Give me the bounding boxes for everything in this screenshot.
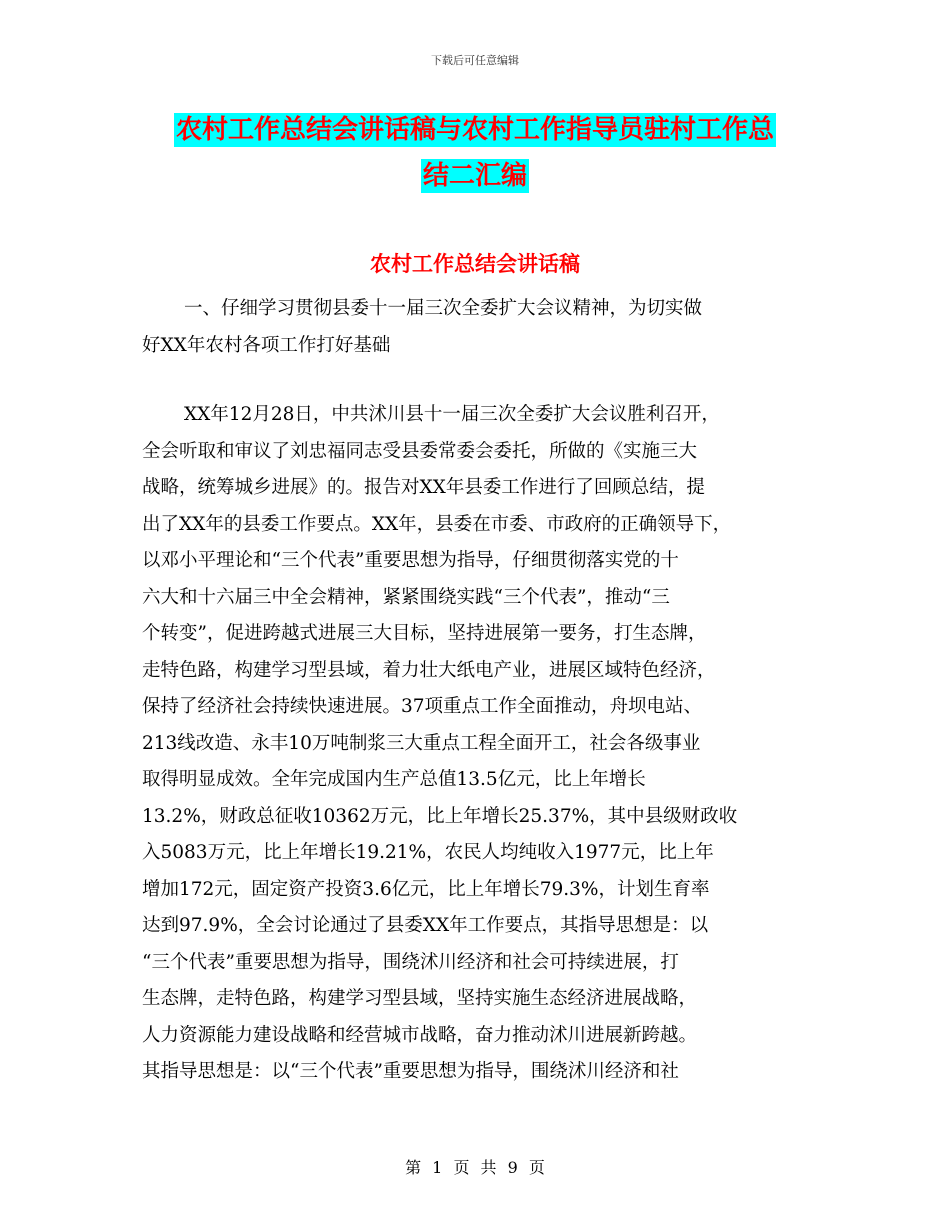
paragraph-line: 保持了经济社会持续快速进展。37项重点工作全面推动，舟坝电站、	[142, 696, 703, 717]
paragraph-line: 其指导思想是：以“三个代表”重要思想为指导，围绕沭川经济和社	[142, 1061, 679, 1082]
paragraph-line: 人力资源能力建设战略和经营城市战略，奋力推动沭川进展新跨越。	[142, 1024, 698, 1046]
section-title: 农村工作总结会讲话稿	[370, 252, 580, 276]
paragraph-line: 六大和十六届三中全会精神，紧紧围绕实践“三个代表”，推动“三	[142, 586, 670, 608]
paragraph-line: 以邓小平理论和“三个代表”重要思想为指导，仔细贯彻落实党的十	[142, 550, 679, 571]
paragraph-line: 个转变”，促进跨越式进展三大目标，坚持进展第一要务，打生态牌，	[142, 623, 707, 644]
heading-line: 好XX年农村各项工作打好基础	[142, 334, 391, 356]
paragraph-line: 取得明显成效。全年完成国内生产总值13.5亿元，比上年增长	[142, 769, 646, 790]
paragraph-line: 213线改造、永丰10万吨制浆三大重点工程全面开工，社会各级事业	[142, 732, 701, 754]
page-number: 第 1 页 共 9 页	[405, 1158, 545, 1177]
paragraph-line: 走特色路，构建学习型县域，着力壮大纸电产业，进展区域特色经济，	[142, 659, 716, 681]
paragraph-line: 增加172元，固定资产投资3.6亿元，比上年增长79.3%，计划生育率	[142, 878, 710, 900]
paragraph-line: XX年12月28日，中共沭川县十一届三次全委扩大会议胜利召开，	[184, 404, 720, 425]
body-paragraph	[142, 397, 812, 1091]
paragraph-line: 战略，统筹城乡进展》的。报告对XX年县委工作进行了回顾总结，提	[142, 477, 705, 498]
document-title-text-2: 结二汇编	[422, 161, 527, 191]
heading-line: 一、仔细学习贯彻县委十一届三次全委扩大会议精神，为切实做	[184, 298, 703, 319]
paragraph-line: 全会听取和审议了刘忠福同志受县委常委会委托，所做的《实施三大	[142, 440, 698, 462]
document-title-line-2	[0, 158, 950, 194]
paragraph-line: “三个代表”重要思想为指导，围绕沭川经济和社会可持续进展，打	[142, 951, 679, 973]
paragraph-line: 入5083万元，比上年增长19.21%，农民人均纯收入1977元，比上年	[142, 842, 714, 863]
paragraph-line: 13.2%，财政总征收10362万元，比上年增长25.37%，其中县级财政收	[142, 805, 738, 827]
section-heading	[142, 291, 812, 364]
paragraph-line: 达到97.9%，全会讨论通过了县委XX年工作要点，其指导思想是：以	[142, 915, 709, 936]
paragraph-line: 出了XX年的县委工作要点。XX年，县委在市委、市政府的正确领导下，	[142, 513, 732, 535]
document-title-text-1: 农村工作总结会讲话稿与农村工作指导员驻村工作总	[175, 115, 774, 145]
header-note: 下载后可任意编辑	[431, 54, 519, 67]
document-title-line-1	[0, 112, 950, 148]
paragraph-line: 生态牌，走特色路，构建学习型县域，坚持实施生态经济进展战略，	[142, 988, 698, 1009]
